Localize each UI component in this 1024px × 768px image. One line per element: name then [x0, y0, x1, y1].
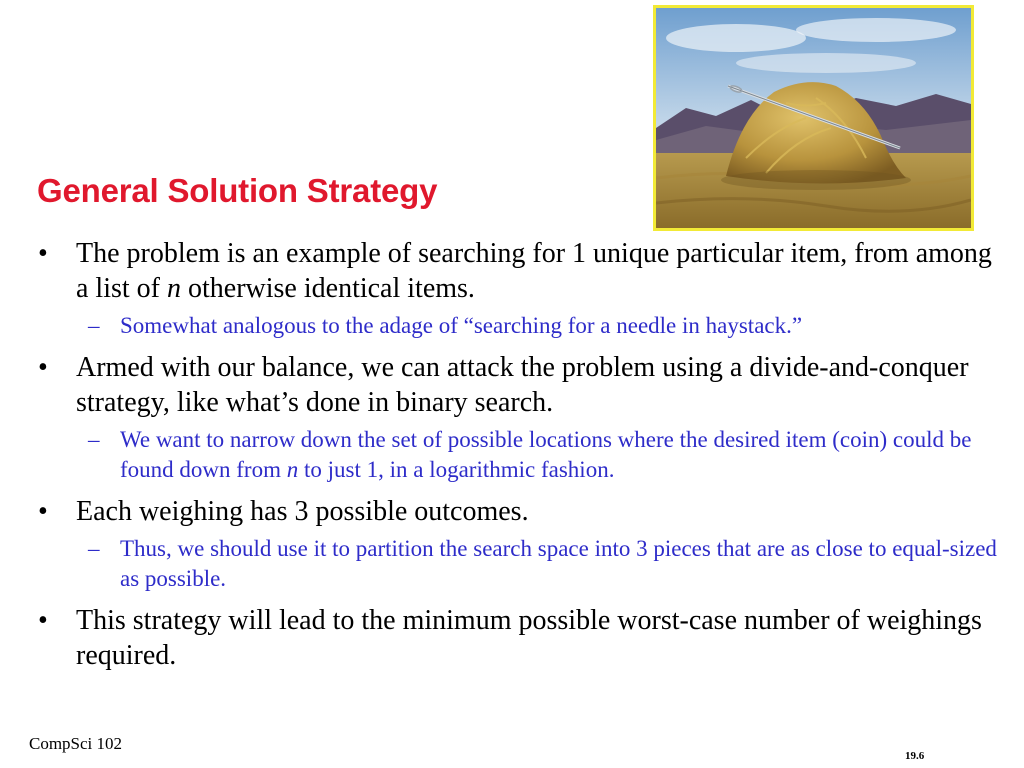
dash-icon: –: [88, 313, 100, 338]
bullet-item: • This strategy will lead to the minimum possible worst-case number of weighings required.: [38, 605, 982, 671]
bullet-dot-icon: •: [38, 496, 48, 527]
bullet-item: • Armed with our balance, we can attack the problem using a divide-and-conquer strategy, like what’s done in binary search.: [38, 352, 969, 418]
footer-course-label: CompSci 102: [29, 734, 123, 753]
slide-title: General Solution Strategy: [37, 172, 438, 209]
sub-bullet-item: – We want to narrow down the set of possible locations where the desired item (coin) could be found down from n to just 1, in a logarithmic fashion.: [88, 427, 972, 482]
bullet-item: • The problem is an example of searching for 1 unique particular item, from among a list of n otherwise identical items.: [38, 238, 992, 304]
sub-bullet-item: – Thus, we should use it to partition the search space into 3 pieces that are as close to equal-sized as possible.: [88, 536, 997, 591]
bullet-dot-icon: •: [38, 238, 48, 269]
dash-icon: –: [88, 427, 100, 452]
bullet-list: [0, 236, 1024, 678]
bullet-dot-icon: •: [38, 352, 48, 383]
haystack-image: [653, 5, 974, 231]
haystack-needle-picture: [656, 8, 971, 228]
dash-icon: –: [88, 536, 100, 561]
bullet-dot-icon: •: [38, 605, 48, 636]
sub-bullet-item: – Somewhat analogous to the adage of “searching for a needle in haystack.”: [0, 311, 1024, 341]
bullet-item: • Each weighing has 3 possible outcomes.: [38, 496, 529, 527]
slide-number: 19.6: [905, 750, 925, 762]
